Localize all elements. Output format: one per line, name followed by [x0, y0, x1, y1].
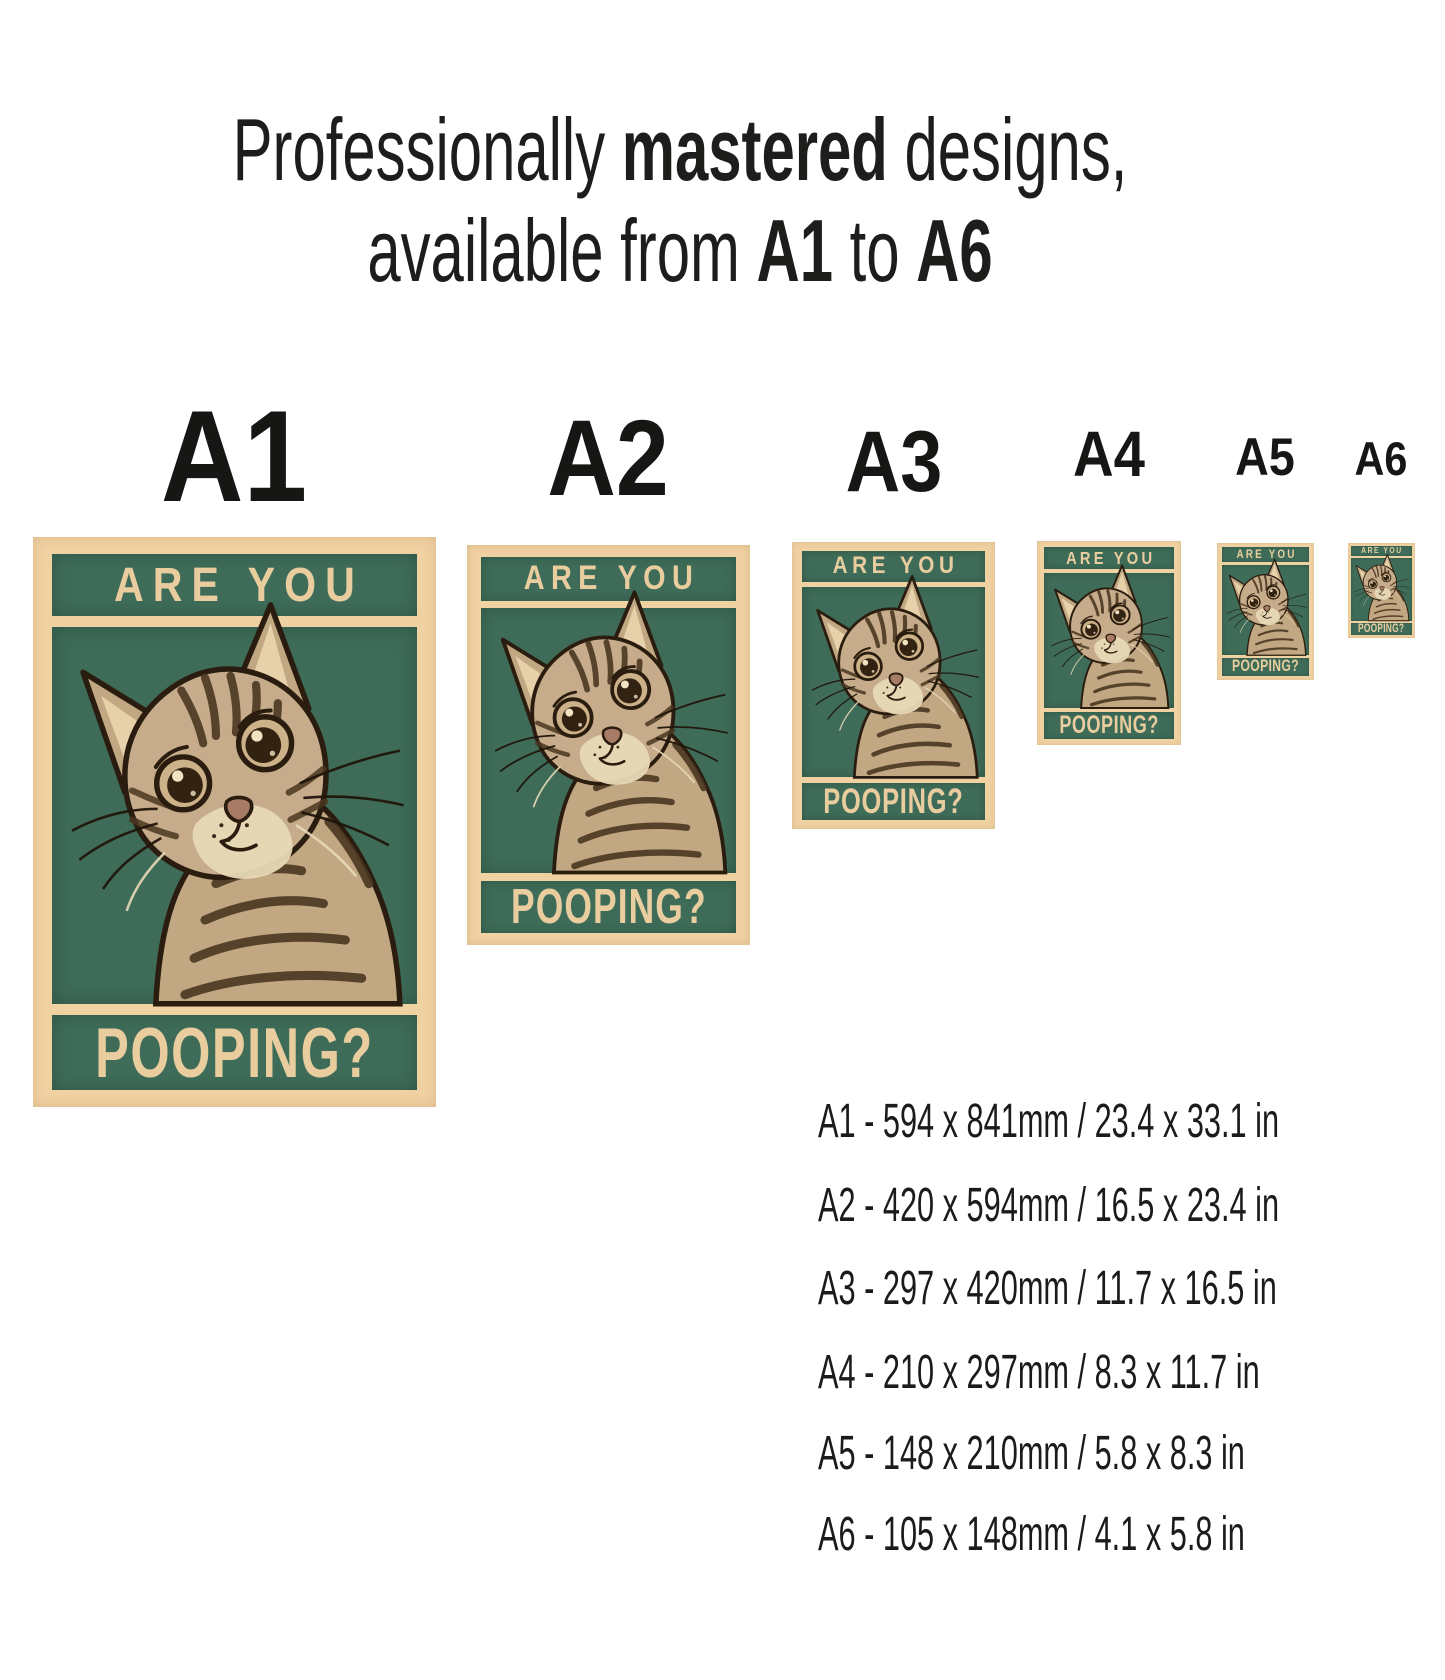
- size-label-a3: A3: [845, 414, 943, 510]
- title-text-bold: A1: [756, 201, 833, 300]
- size-label-a1: A1: [160, 383, 308, 529]
- poster-top-text: ARE YOU: [1236, 547, 1297, 561]
- poster-a4: [1037, 541, 1181, 745]
- poster-bottom-band: [1351, 623, 1412, 635]
- poster-bottom-text: POOPING?: [1059, 711, 1159, 740]
- size-label-a2: A2: [547, 397, 669, 518]
- poster-cat-panel: [52, 627, 416, 1004]
- poster-a1: [33, 537, 436, 1107]
- title-text-bold: A6: [916, 201, 993, 300]
- size-label-a4: A4: [1073, 418, 1145, 490]
- cat-illustration: [1351, 545, 1412, 621]
- title-text: Professionally: [232, 100, 606, 199]
- poster-top-text: ARE YOU: [1361, 545, 1403, 555]
- poster-cat-panel: [1222, 565, 1310, 656]
- poster-bottom-text: POOPING?: [95, 1013, 374, 1092]
- cat-illustration: [802, 561, 986, 777]
- poster-bottom-band: [802, 783, 986, 821]
- size-spec-a4: A4 - 210 x 297mm / 8.3 x 11.7 in: [818, 1346, 1260, 1399]
- title-line-1: [218, 99, 1143, 200]
- poster-top-text: ARE YOU: [1065, 547, 1156, 568]
- cat-illustration: [1044, 554, 1174, 708]
- size-spec-a6: A6 - 105 x 148mm / 4.1 x 5.8 in: [818, 1508, 1245, 1561]
- poster-bottom-text: POOPING?: [823, 781, 964, 821]
- title-line-2: [218, 200, 1143, 301]
- poster-bottom-band: [1044, 712, 1174, 739]
- poster-a3: [792, 542, 995, 829]
- poster-a2: [467, 545, 750, 945]
- poster-bottom-band: [52, 1015, 416, 1090]
- cat-illustration: [481, 571, 737, 873]
- title-text: designs,: [904, 100, 1128, 199]
- poster-bottom-band: [481, 881, 737, 934]
- poster-cat-panel: [802, 587, 986, 777]
- poster-bottom-text: POOPING?: [1358, 622, 1405, 636]
- poster-a6: [1348, 543, 1415, 638]
- poster-bottom-text: POOPING?: [510, 879, 707, 935]
- poster-a5: [1217, 543, 1314, 680]
- poster-bottom-band: [1222, 658, 1310, 676]
- title-text-bold: mastered: [621, 100, 888, 199]
- size-label-a5: A5: [1235, 428, 1295, 487]
- cat-illustration: [1222, 552, 1310, 655]
- poster-top-text: ARE YOU: [113, 557, 364, 612]
- poster-top-text: ARE YOU: [523, 558, 700, 597]
- poster-cat-panel: [481, 608, 737, 872]
- title-text: available from: [367, 201, 740, 300]
- poster-bottom-text: POOPING?: [1232, 656, 1300, 676]
- size-spec-a3: A3 - 297 x 420mm / 11.7 x 16.5 in: [818, 1262, 1277, 1315]
- poster-cat-panel: [1044, 573, 1174, 708]
- size-spec-a1: A1 - 594 x 841mm / 23.4 x 33.1 in: [818, 1095, 1280, 1148]
- poster-top-text: ARE YOU: [832, 552, 959, 580]
- size-spec-a5: A5 - 148 x 210mm / 5.8 x 8.3 in: [818, 1427, 1245, 1480]
- size-spec-a2: A2 - 420 x 594mm / 16.5 x 23.4 in: [818, 1179, 1280, 1232]
- title-text: to: [849, 201, 900, 300]
- page-title: [0, 99, 1360, 301]
- cat-illustration: [52, 574, 416, 1004]
- poster-cat-panel: [1351, 558, 1412, 621]
- size-label-a6: A6: [1354, 432, 1408, 485]
